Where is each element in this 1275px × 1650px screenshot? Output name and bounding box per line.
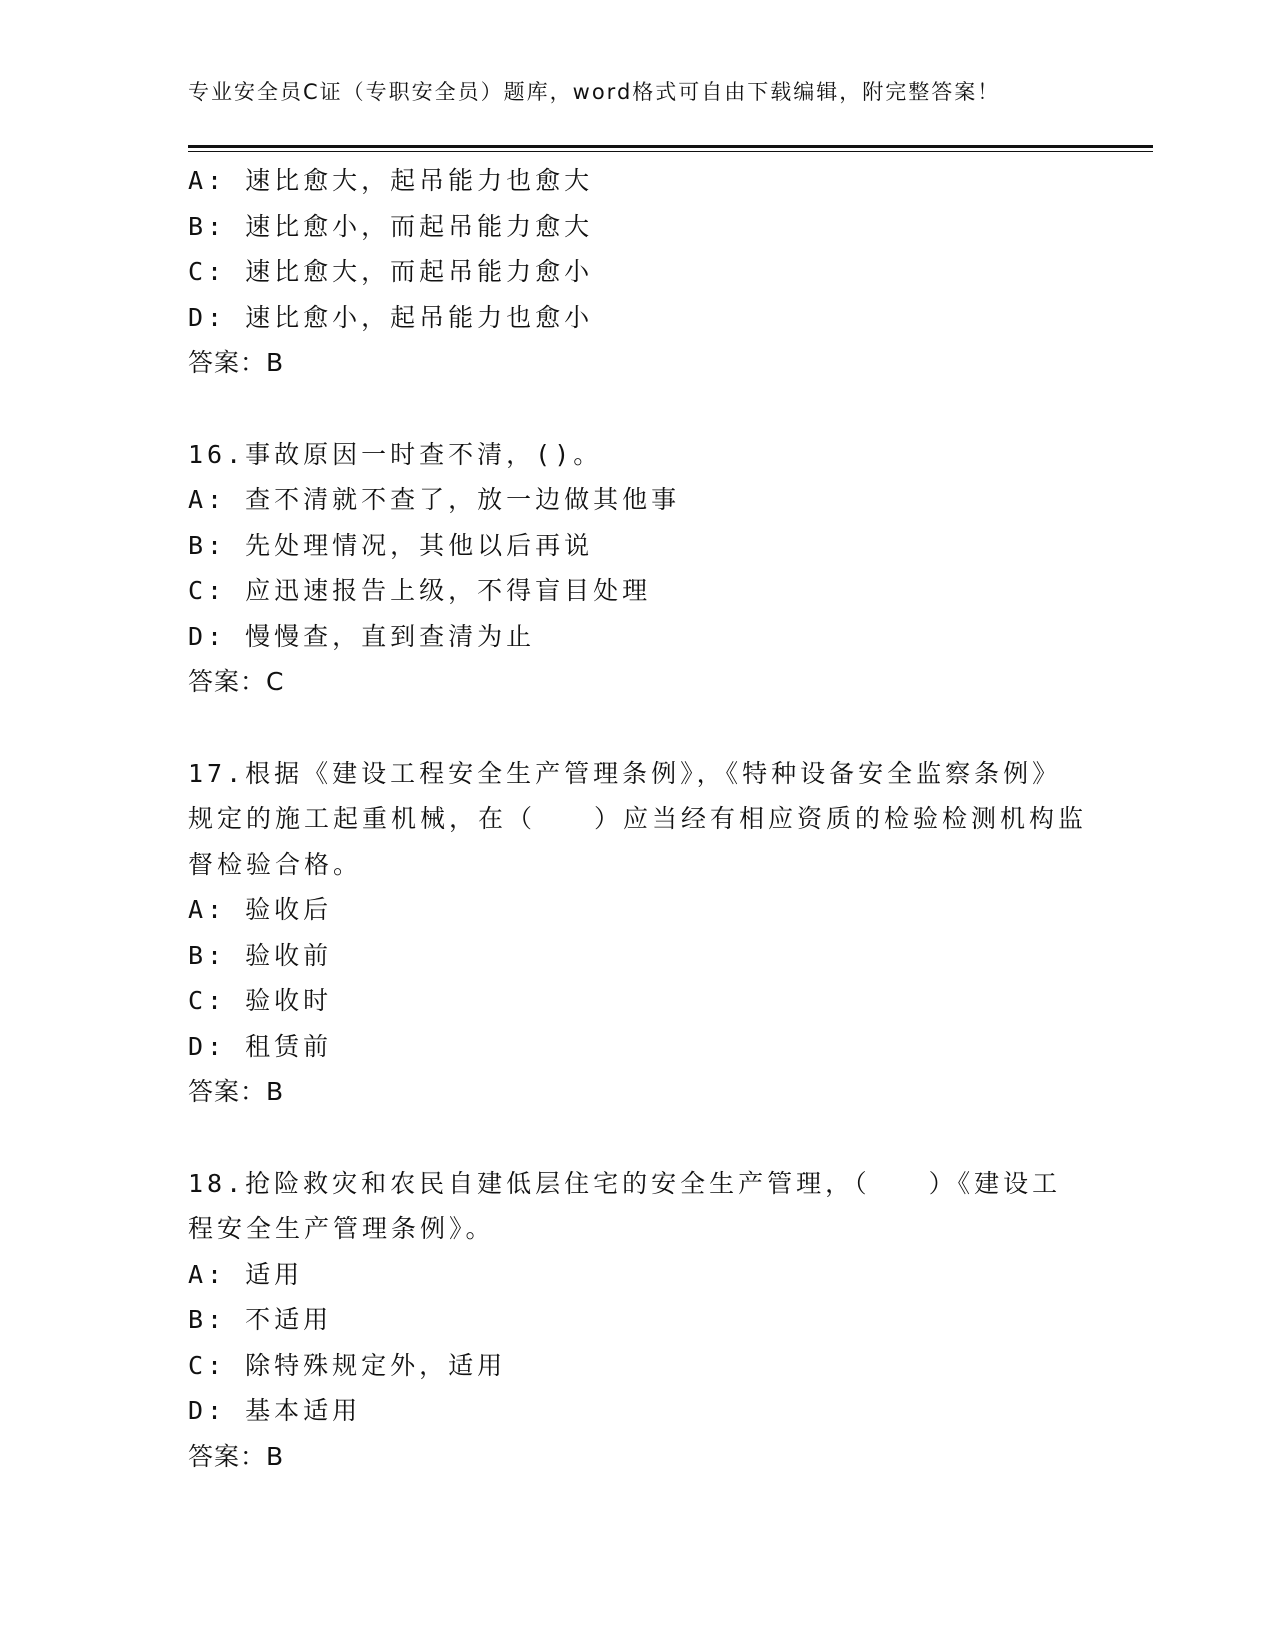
option-b: B: 速比愈小，而起吊能力愈大 xyxy=(188,211,594,241)
question-18 xyxy=(188,1161,1088,1480)
header-rule-thick xyxy=(188,145,1153,148)
option-b: B: 验收前 xyxy=(188,940,333,970)
option-a: A: 查不清就不查了，放一边做其他事 xyxy=(188,485,681,514)
question-stem: 规定的施工起重机械，在（ ）应当经有相应资质的检验检测机构监 xyxy=(188,804,1088,833)
answer: 答案：C xyxy=(188,667,285,696)
option-d: D: 租赁前 xyxy=(188,1031,333,1061)
option-d: D: 速比愈小，起吊能力也愈小 xyxy=(188,302,594,332)
option-a: A: 验收后 xyxy=(188,895,333,924)
question-stem: 督检验合格。 xyxy=(188,849,363,879)
question-stem: 18.抢险救灾和农民自建低层住宅的安全生产管理，（ ）《建设工 xyxy=(188,1168,1062,1198)
option-d: D: 慢慢查，直到查清为止 xyxy=(188,621,536,651)
question-list xyxy=(188,158,1088,1479)
question-stem: 17.根据《建设工程安全生产管理条例》，《特种设备安全监察条例》 xyxy=(188,758,1062,788)
question-17 xyxy=(188,751,1088,1115)
option-d: D: 基本适用 xyxy=(188,1396,362,1425)
answer: 答案：B xyxy=(188,1441,285,1471)
question-16 xyxy=(188,432,1088,705)
option-c: C: 应迅速报告上级，不得盲目处理 xyxy=(188,576,652,605)
header-rule-thin xyxy=(188,151,1153,152)
question-stem: 程安全生产管理条例》。 xyxy=(188,1214,495,1243)
option-b: B: 先处理情况，其他以后再说 xyxy=(188,530,594,560)
option-a: A: 适用 xyxy=(188,1259,304,1289)
option-b: B: 不适用 xyxy=(188,1305,333,1334)
option-c: C: 验收时 xyxy=(188,986,333,1015)
option-c: C: 除特殊规定外，适用 xyxy=(188,1350,507,1380)
page-header: 专业安全员C证（专职安全员）题库，word格式可自由下载编辑，附完整答案！ xyxy=(188,80,1001,104)
answer: 答案：B xyxy=(188,1077,285,1106)
question-15 xyxy=(188,158,1088,386)
option-c: C: 速比愈大，而起吊能力愈小 xyxy=(188,257,594,286)
answer: 答案：B xyxy=(188,348,285,377)
question-stem: 16.事故原因一时查不清，()。 xyxy=(188,439,603,469)
option-a: A: 速比愈大，起吊能力也愈大 xyxy=(188,166,594,195)
